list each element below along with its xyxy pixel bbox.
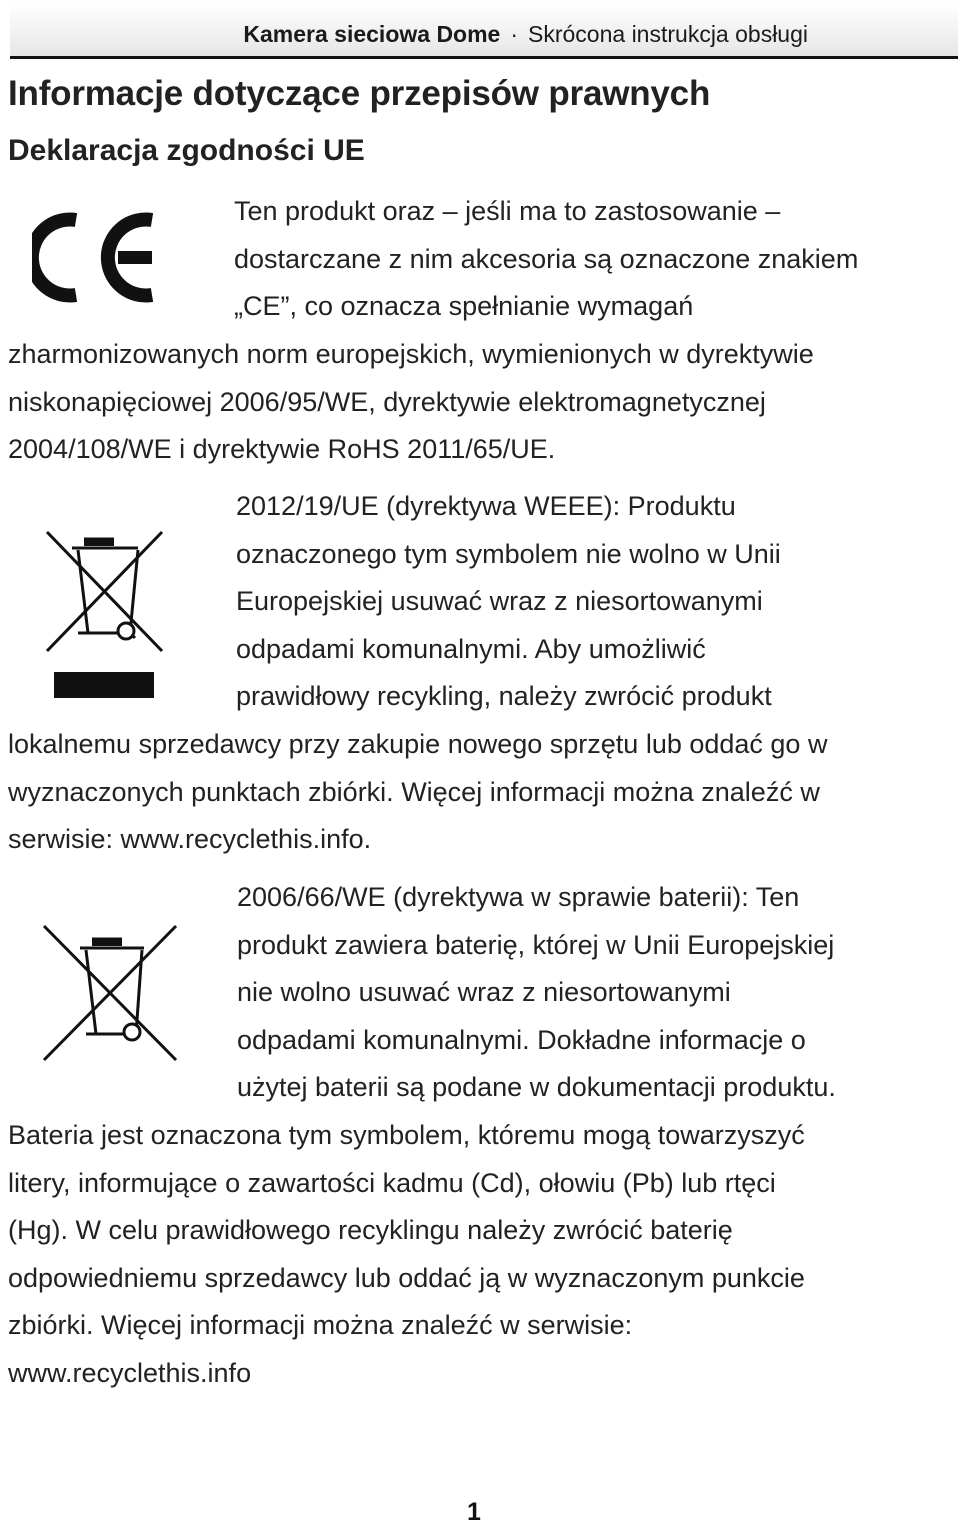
ce-paragraph-top xyxy=(234,188,858,331)
text-line: prawidłowy recykling, należy zwrócić produkt xyxy=(236,681,772,712)
text-line: zharmonizowanych norm europejskich, wymienionych w dyrektywie xyxy=(8,339,814,369)
page-title: Informacje dotyczące przepisów prawnych xyxy=(8,74,711,113)
crossed-out-wheelie-bin-icon xyxy=(40,922,180,1064)
text-line: 2012/19/UE (dyrektywa WEEE): Produktu xyxy=(236,491,736,521)
text-line: oznaczonego tym symbolem nie wolno w Unii xyxy=(236,538,781,569)
text-line: Europejskiej usuwać wraz z niesortowanymi xyxy=(236,586,763,617)
text-line: serwisie: www.recyclethis.info. xyxy=(8,824,372,855)
ce-mark-icon xyxy=(32,210,156,305)
page-header xyxy=(10,4,958,59)
text-line: dostarczane z nim akcesoria są oznaczone znakiem xyxy=(234,243,859,274)
weee-paragraph-top xyxy=(236,483,781,721)
text-line: „CE”, co oznacza spełnianie wymagań xyxy=(234,291,694,322)
ce-paragraph-bottom xyxy=(8,331,814,474)
battery-paragraph-top xyxy=(237,874,836,1112)
text-line: 2006/66/WE (dyrektywa w sprawie baterii): Ten xyxy=(237,882,800,912)
text-line: użytej baterii są podane w dokumentacji produktu. xyxy=(237,1072,836,1103)
header-product: Kamera sieciowa Dome xyxy=(243,21,501,47)
text-line: www.recyclethis.info xyxy=(8,1357,252,1388)
header-text xyxy=(243,21,808,48)
header-guide: Skrócona instrukcja obsługi xyxy=(528,21,808,47)
text-line: Bateria jest oznaczona tym symbolem, któremu mogą towarzyszyć xyxy=(8,1120,805,1150)
weee-paragraph-bottom xyxy=(8,721,827,864)
text-line: lokalnemu sprzedawcy przy zakupie nowego sprzętu lub oddać go w xyxy=(8,729,828,759)
text-line: produkt zawiera baterię, której w Unii Europejskiej xyxy=(237,929,835,960)
text-line: odpowiedniemu sprzedawcy lub oddać ją w wyznaczonym punkcie xyxy=(8,1262,805,1293)
text-line: wyznaczonych punktach zbiórki. Więcej informacji można znaleźć w xyxy=(8,776,820,807)
text-line: Ten produkt oraz – jeśli ma to zastosowanie – xyxy=(234,196,781,226)
crossed-out-wheelie-bin-icon xyxy=(42,528,167,703)
text-line: odpadami komunalnymi. Dokładne informacje o xyxy=(237,1024,806,1055)
text-line: zbiórki. Więcej informacji można znaleźć w serwisie: xyxy=(8,1310,633,1341)
header-separator: · xyxy=(510,21,519,47)
section-title: Deklaracja zgodności UE xyxy=(8,134,365,167)
text-line: litery, informujące o zawartości kadmu (Cd), ołowiu (Pb) lub rtęci xyxy=(8,1167,776,1198)
battery-paragraph-bottom xyxy=(8,1112,805,1398)
text-line: odpadami komunalnymi. Aby umożliwić xyxy=(236,633,706,664)
text-line: niskonapięciowej 2006/95/WE, dyrektywie elektromagnetycznej xyxy=(8,386,766,417)
text-line: nie wolno usuwać wraz z niesortowanymi xyxy=(237,977,731,1008)
text-line: 2004/108/WE i dyrektywie RoHS 2011/65/UE. xyxy=(8,434,556,465)
page-number: 1 xyxy=(467,1498,481,1526)
text-line: (Hg). W celu prawidłowego recyklingu należy zwrócić baterię xyxy=(8,1215,733,1246)
